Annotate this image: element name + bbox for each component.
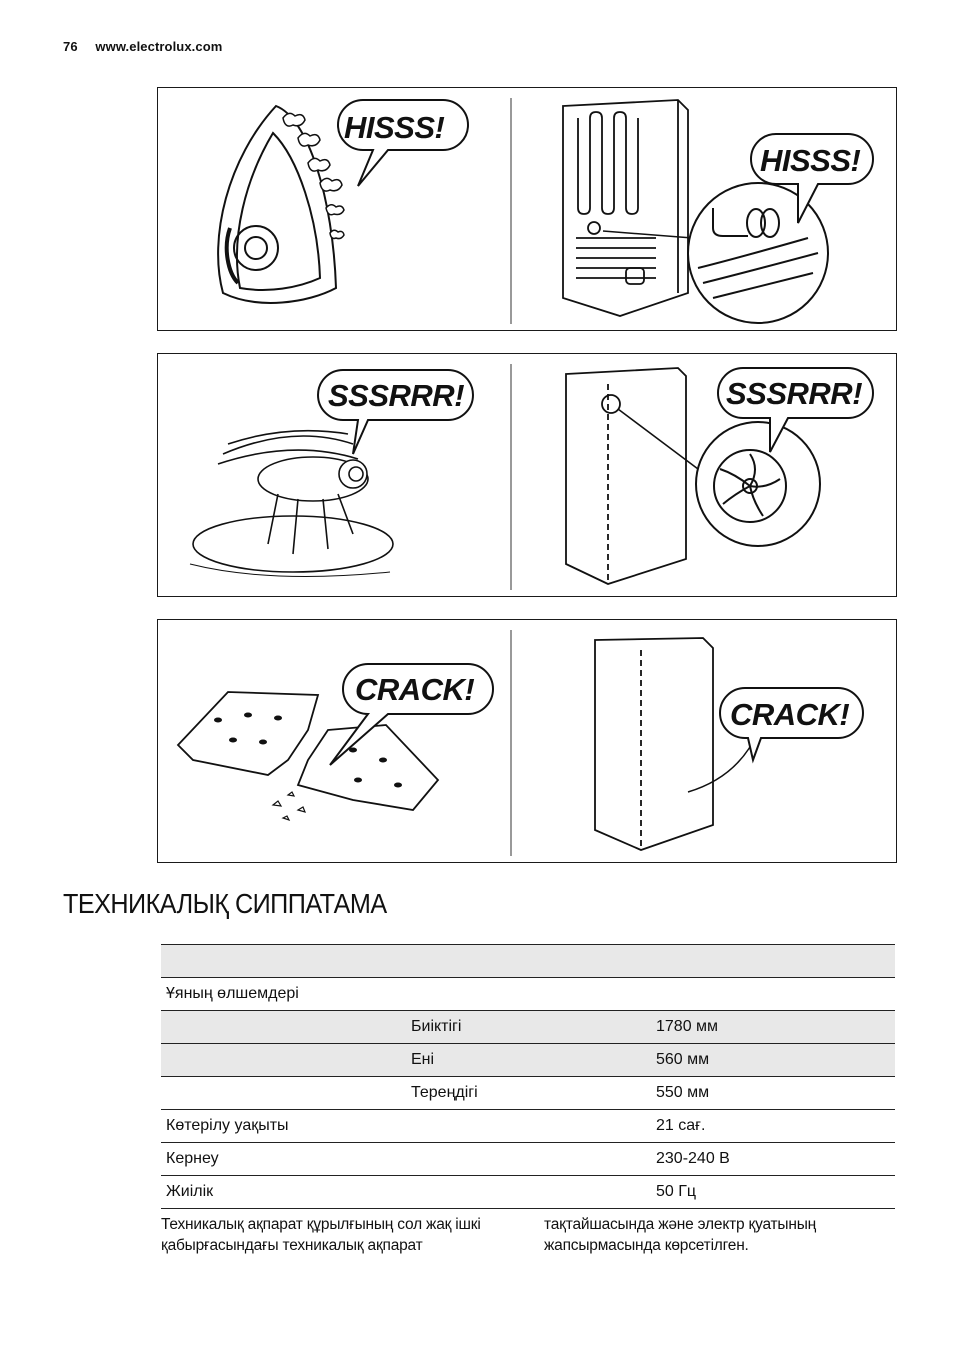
sound-label-left: SSSRRR! <box>328 378 465 413</box>
sound-label-left: HISSS! <box>344 110 445 145</box>
table-cell-c3: 230-240 В <box>651 1143 895 1176</box>
table-cell-c3: 560 мм <box>651 1044 895 1077</box>
fridge-drawing <box>566 368 686 584</box>
website-link[interactable]: www.electrolux.com <box>95 39 223 54</box>
table-cell-c1 <box>161 945 406 978</box>
table-cell-c2: Тереңдігі <box>406 1077 651 1110</box>
fly-drawing <box>193 431 393 572</box>
table-cell-c2 <box>406 978 651 1011</box>
table-row <box>161 1011 895 1044</box>
fridge-drawing <box>595 638 713 850</box>
table-cell-c1: Ұяның өлшемдері <box>161 978 406 1011</box>
page-header <box>63 39 222 54</box>
section-title: ТЕХНИКАЛЫҚ СИППАТАМА <box>63 888 387 919</box>
table-row <box>161 1143 895 1176</box>
table-cell-c3: 550 мм <box>651 1077 895 1110</box>
sound-label-right: CRACK! <box>730 697 850 732</box>
table-cell-c1: Жиілік <box>161 1176 406 1209</box>
table-cell-c3: 50 Гц <box>651 1176 895 1209</box>
table-row <box>161 1044 895 1077</box>
table-row <box>161 1110 895 1143</box>
sound-label-right: SSSRRR! <box>726 376 863 411</box>
table-row <box>161 945 895 978</box>
table-cell-c1 <box>161 1044 406 1077</box>
table-row <box>161 1077 895 1110</box>
fan-detail <box>696 422 820 546</box>
table-cell-c3 <box>651 945 895 978</box>
sound-label-left: CRACK! <box>355 672 475 707</box>
hiss-illustration <box>158 88 898 332</box>
table-cell-c3 <box>651 978 895 1011</box>
sound-label-right: HISSS! <box>760 143 861 178</box>
table-cell-c2: Ені <box>406 1044 651 1077</box>
table-cell-c3: 1780 мм <box>651 1011 895 1044</box>
table-cell-c1: Көтерілу уақыты <box>161 1110 406 1143</box>
table-cell-c2 <box>406 1143 651 1176</box>
table-cell-c2 <box>406 945 651 978</box>
illustration-panel-crack <box>157 619 897 863</box>
page-number: 76 <box>63 39 78 54</box>
table-cell-c2 <box>406 1176 651 1209</box>
illustration-panel-hiss <box>157 87 897 331</box>
illustration-panel-buzz <box>157 353 897 597</box>
fridge-back-drawing <box>563 100 688 316</box>
table-cell-c2 <box>406 1110 651 1143</box>
crack-illustration <box>158 620 898 864</box>
table-cell-c2: Биіктігі <box>406 1011 651 1044</box>
table-row <box>161 978 895 1011</box>
table-row <box>161 1176 895 1209</box>
table-cell-c1 <box>161 1077 406 1110</box>
table-cell-c1: Кернеу <box>161 1143 406 1176</box>
technical-specs-table <box>161 944 895 1209</box>
table-cell-c3: 21 сағ. <box>651 1110 895 1143</box>
table-cell-c1 <box>161 1011 406 1044</box>
crumbs <box>273 792 305 820</box>
note-right: тақтайшасында және электр қуатының жапсырмасында көрсетілген. <box>544 1216 817 1254</box>
note-left: Техникалық ақпарат құрылғының сол жақ ішкі қабырғасындағы техникалық ақпарат <box>161 1216 481 1254</box>
